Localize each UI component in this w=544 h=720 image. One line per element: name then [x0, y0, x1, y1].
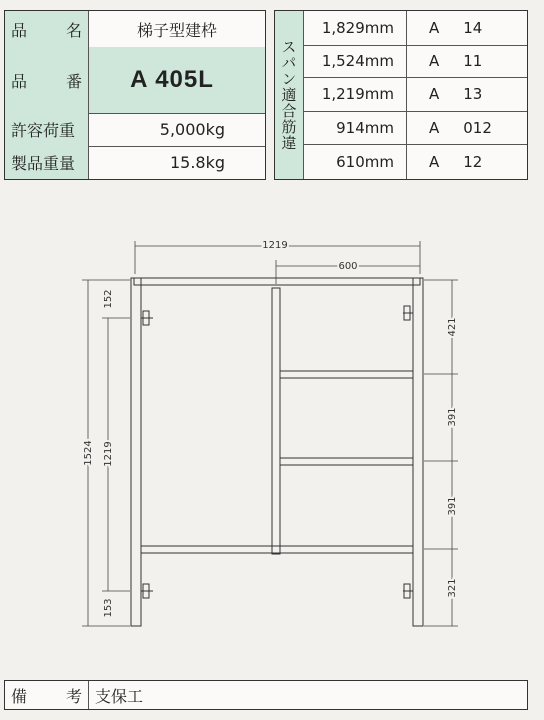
product-name: 梯子型建枠	[136, 20, 217, 40]
spec-row-load	[5, 113, 265, 147]
pin-top-right	[403, 306, 413, 320]
frame-drawing-svg	[2, 186, 542, 672]
span-code: A 13	[429, 85, 483, 103]
product-no: A 405L	[89, 47, 265, 113]
span-length: 610mm	[303, 144, 407, 179]
span-length: 914mm	[303, 111, 407, 144]
allowable-load: 5,000kg	[159, 120, 225, 139]
frame-drawing	[2, 186, 542, 672]
span-row	[303, 144, 527, 179]
pin-bottom-right	[403, 584, 413, 598]
dim-top-offset: 152	[103, 289, 114, 309]
span-code: A 12	[429, 152, 483, 171]
remarks-label: 備 考	[5, 681, 89, 709]
pin-top-left	[141, 311, 153, 325]
right-post	[413, 278, 423, 626]
span-length: 1,524mm	[303, 45, 407, 77]
bottom-rail	[141, 546, 413, 553]
dim-height-total: 1524	[83, 440, 94, 466]
dim-width-half: 600	[338, 261, 358, 272]
spec-table	[4, 10, 266, 180]
weight-label: 製品重量	[5, 146, 89, 179]
rung-upper	[280, 371, 413, 378]
rung-lower	[280, 458, 413, 465]
dim-width-total: 1219	[262, 240, 288, 251]
dim-seg4: 321	[447, 578, 458, 598]
top-rail	[134, 278, 420, 285]
span-table	[274, 10, 528, 180]
allowable-load-label: 許容荷重	[5, 113, 89, 146]
span-length: 1,219mm	[303, 77, 407, 111]
dim-seg1: 421	[447, 317, 458, 337]
span-code: A 012	[429, 118, 492, 137]
span-row	[303, 77, 527, 112]
span-row	[303, 111, 527, 145]
spec-row-name	[5, 11, 265, 48]
product-name-label: 品 名	[5, 11, 89, 47]
dim-bottom-offset: 153	[103, 598, 114, 618]
dim-seg2: 391	[447, 407, 458, 427]
left-post	[131, 278, 141, 626]
dim-height-inner: 1219	[103, 441, 114, 467]
middle-post	[272, 288, 280, 554]
remarks-row	[4, 680, 528, 710]
span-code: A 11	[429, 52, 483, 70]
pin-bottom-left	[141, 584, 153, 598]
span-row	[303, 11, 527, 46]
spec-row-weight	[5, 146, 265, 179]
span-length: 1,829mm	[303, 11, 407, 45]
spec-row-number	[5, 47, 265, 114]
weight: 15.8kg	[169, 153, 225, 172]
product-no-label: 品 番	[5, 47, 89, 113]
span-row	[303, 45, 527, 78]
span-label: スパン適合筋違	[275, 11, 304, 179]
remarks-value: 支保工	[95, 686, 144, 706]
dim-seg3: 391	[447, 496, 458, 516]
span-code: A 14	[429, 19, 483, 37]
